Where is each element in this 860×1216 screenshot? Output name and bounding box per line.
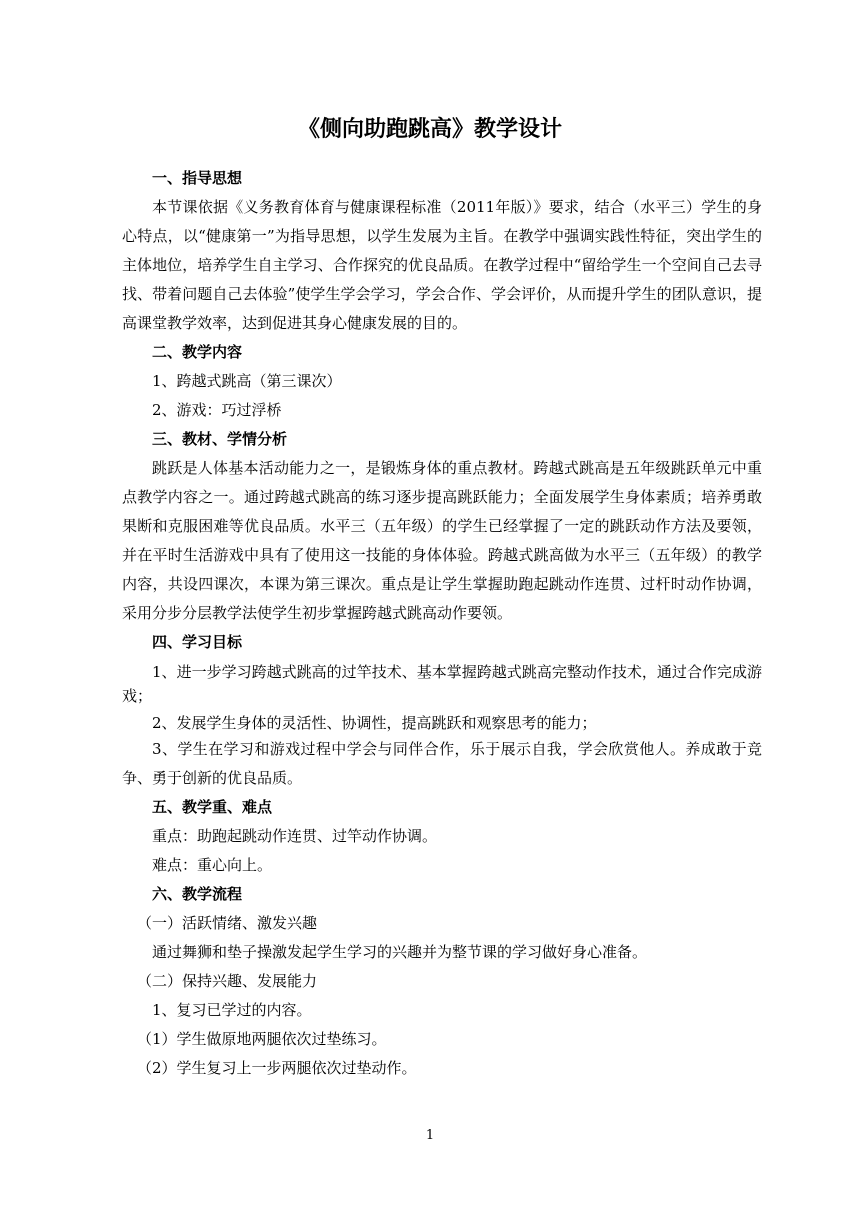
list-item: 1、进一步学习跨越式跳高的过竿技术、基本掌握跨越式跳高完整动作技术，通过合作完成游戏； (122, 663, 762, 705)
list-item: （1）学生做原地两腿依次过垫练习。 (137, 1030, 387, 1048)
section-heading: 四、学习目标 (152, 633, 243, 651)
document-body (122, 164, 762, 1083)
paragraph: 通过舞狮和垫子操激发起学生学习的兴趣并为整节课的学习做好身心准备。 (152, 943, 648, 961)
section-heading: 二、教学内容 (152, 343, 243, 361)
list-item: 难点：重心向上。 (152, 856, 273, 874)
subheading: （一）活跃情绪、激发兴趣 (137, 914, 318, 932)
subheading: （二）保持兴趣、发展能力 (137, 972, 318, 990)
page-number: 1 (425, 1128, 435, 1143)
list-item: （2）学生复习上一步两腿依次过垫动作。 (137, 1059, 417, 1077)
list-item: 2、发展学生身体的灵活性、协调性，提高跳跃和观察思考的能力； (152, 714, 597, 732)
paragraph: 跳跃是人体基本活动能力之一，是锻炼身体的重点教材。跨越式跳高是五年级跳跃单元中重点教学内容之一。通过跨越式跳高的练习逐步提高跳跃能力；全面发展学生身体素质；培养勇敢果断和克服困难等优良品质。水平三（五年级）的学生已经掌握了一定的跳跃动作方法及要领，并在平时生活游戏中具有了使用这一技能的身体体验。跨越式跳高做为水平三（五年级）的教学内容，共设四课次，本课为第三课次。重点是让学生掌握助跑起跳动作连贯、过杆时动作协调，采用分步分层教学法使学生初步掌握跨越式跳高动作要领。 (122, 459, 762, 622)
section-heading: 一、指导思想 (152, 169, 243, 187)
list-item: 2、游戏：巧过浮桥 (152, 401, 282, 419)
paragraph: 本节课依据《义务教育体育与健康课程标准（2011年版）》要求，结合（水平三）学生的身心特点，以“健康第一”为指导思想，以学生发展为主旨。在教学中强调实践性特征，突出学生的主体地位，培养学生自主学习、合作探究的优良品质。在教学过程中“留给学生一个空间自己去寻找、带着问题自己去体验”使学生学会学习，学会合作、学会评价，从而提升学生的团队意识，提高课堂教学效率，达到促进其身心健康发展的目的。 (122, 198, 762, 332)
list-item: 1、复习已学过的内容。 (152, 1001, 312, 1019)
section-heading: 五、教学重、难点 (152, 798, 273, 816)
list-item: 重点：助跑起跳动作连贯、过竿动作协调。 (152, 827, 438, 845)
list-item: 1、跨越式跳高（第三课次） (152, 372, 342, 390)
section-heading: 三、教材、学情分析 (152, 430, 288, 448)
list-item: 3、学生在学习和游戏过程中学会与同伴合作，乐于展示自我，学会欣赏他人。养成敢于竞争、勇于创新的优良品质。 (122, 740, 762, 787)
document-title: 《侧向助跑跳高》教学设计 (297, 117, 562, 142)
section-heading: 六、教学流程 (152, 885, 243, 903)
